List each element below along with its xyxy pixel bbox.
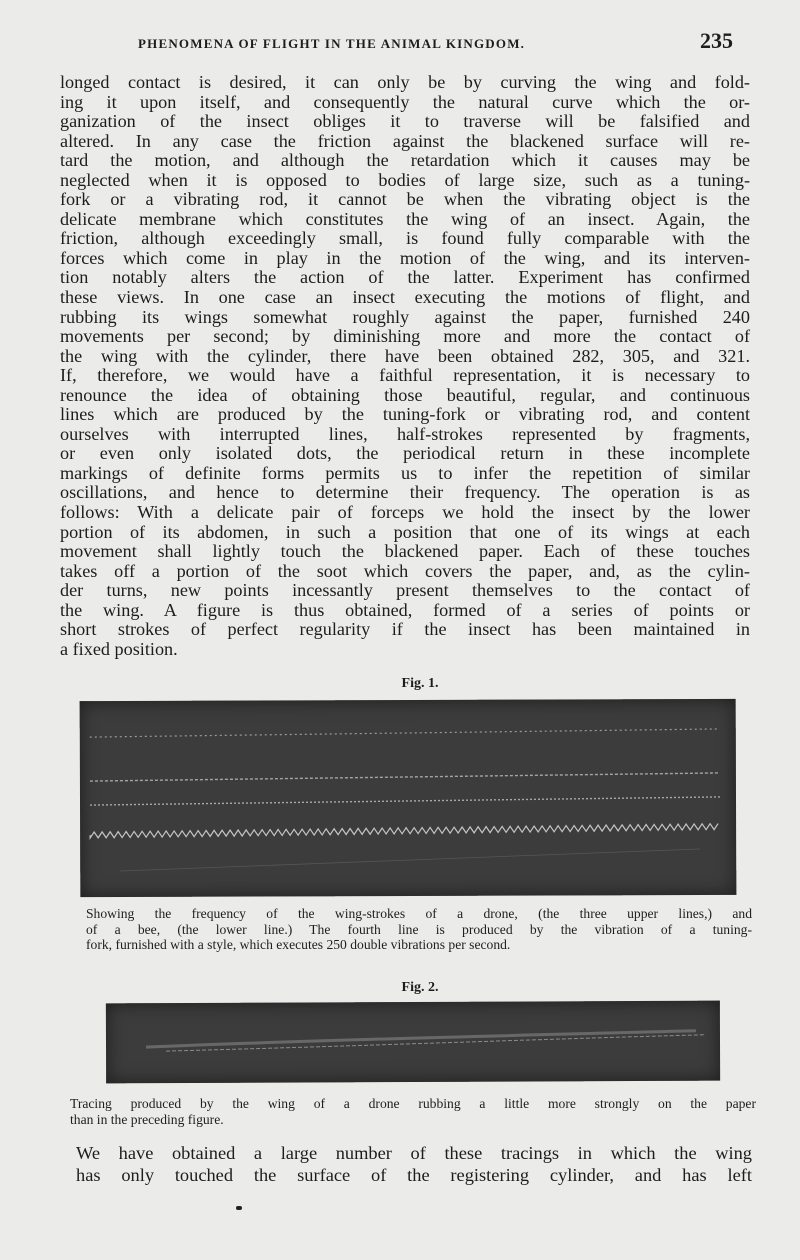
text-line: We have obtained a large number of these tracings in which the wing [76,1143,752,1163]
running-head: PHENOMENA OF FLIGHT IN THE ANIMAL KINGDOM. [138,36,526,51]
text-line: has only touched the surface of the registering cylinder, and has left [76,1165,752,1185]
text-line: movement shall lightly touch the blackened paper. Each of these touches [60,541,750,562]
text-line: friction, although exceedingly small, is found fully comparable with the [60,228,750,249]
text-line: If, therefore, we would have a faithful representation, it is necessary to [60,365,750,386]
text-line: fork or a vibrating rod, it cannot be when the vibrating object is the [60,189,750,210]
text-line: lines which are produced by the tuning-fork or vibrating rod, and content [60,404,750,425]
text-line: these views. In one case an insect executing the motions of flight, and [60,287,750,308]
figure-1-label: Fig. 1. [401,676,439,691]
text-line: or even only isolated dots, the periodical return in these incomplete [60,443,750,464]
text-line: tard the motion, and although the retardation which it causes may be [60,150,750,171]
body-paragraph [60,73,750,659]
continuing-paragraph [76,1142,752,1186]
page-header [60,26,760,56]
caption-line: Showing the frequency of the wing-strokes of a drone, (the three upper lines,) and [86,906,752,921]
text-line: follows: With a delicate pair of forceps we hold the insect by the lower [60,502,750,523]
ink-speck [236,1206,242,1210]
text-line: longed contact is desired, it can only be by curving the wing and fold- [60,72,750,92]
figure-2-caption [70,1096,756,1127]
tracing-scratch [120,849,700,871]
text-line: neglected when it is opposed to bodies of large size, such as a tuning- [60,169,750,190]
figure-1-caption [86,906,752,953]
text-line: oscillations, and hence to determine their frequency. The operation is as [60,482,750,503]
text-line: forces which come in play in the motion of the wing, and its interven- [60,247,750,268]
text-line: the wing with the cylinder, there have been obtained 282, 305, and 321. [60,345,750,366]
text-line: ganization of the insect obliges it to traverse will be falsified and [60,111,750,132]
text-line: rubbing its wings somewhat roughly against the paper, furnished 240 [60,306,750,327]
text-line: short strokes of perfect regularity if the insect has been maintained in [60,619,750,640]
caption-line: fork, furnished with a style, which executes 250 double vibrations per second. [86,937,511,952]
caption-line: than in the preceding figure. [70,1111,224,1127]
text-line: altered. In any case the friction against the blackened surface will re- [60,130,750,151]
text-line: movements per second; by diminishing more and more the contact of [60,326,750,347]
figure-2-label: Fig. 2. [401,980,439,995]
figure-1-tracings [80,699,737,897]
tracing-line-tuning-fork [90,824,718,838]
caption-line: Tracing produced by the wing of a drone rubbing a little more strongly on the paper [70,1096,756,1111]
tracing-smear [146,1031,696,1047]
caption-line: of a bee, (the lower line.) The fourth line is produced by the vibration of a tuning- [86,921,752,937]
text-line: portion of its abdomen, in such a position that one of its wings at each [60,521,750,542]
figure-2-tracing-plate [106,1001,720,1084]
tracing-line-3 [90,797,720,805]
tracing-line-2 [90,773,720,781]
text-line: a fixed position. [60,638,178,659]
text-line: tion notably alters the action of the latter. Experiment has confirmed [60,267,750,288]
figure-1-tracing-plate [80,699,737,897]
text-line: renounce the idea of obtaining those beautiful, regular, and continuous [60,384,750,405]
page-number: 235 [700,28,733,53]
text-line: takes off a portion of the soot which covers the paper, and, as the cylin- [60,560,750,581]
text-line: the wing. A figure is thus obtained, formed of a series of points or [60,599,750,620]
tracing-line-1 [90,729,720,737]
text-line: markings of definite forms permits us to infer the repetition of similar [60,462,750,483]
text-line: ourselves with interrupted lines, half-strokes represented by fragments, [60,423,750,444]
text-line: ing it upon itself, and consequently the natural curve which the or- [60,91,750,112]
text-line: der turns, new points incessantly present themselves to the contact of [60,580,750,601]
figure-2-tracings [106,1001,720,1084]
text-line: delicate membrane which constitutes the wing of an insect. Again, the [60,208,750,229]
